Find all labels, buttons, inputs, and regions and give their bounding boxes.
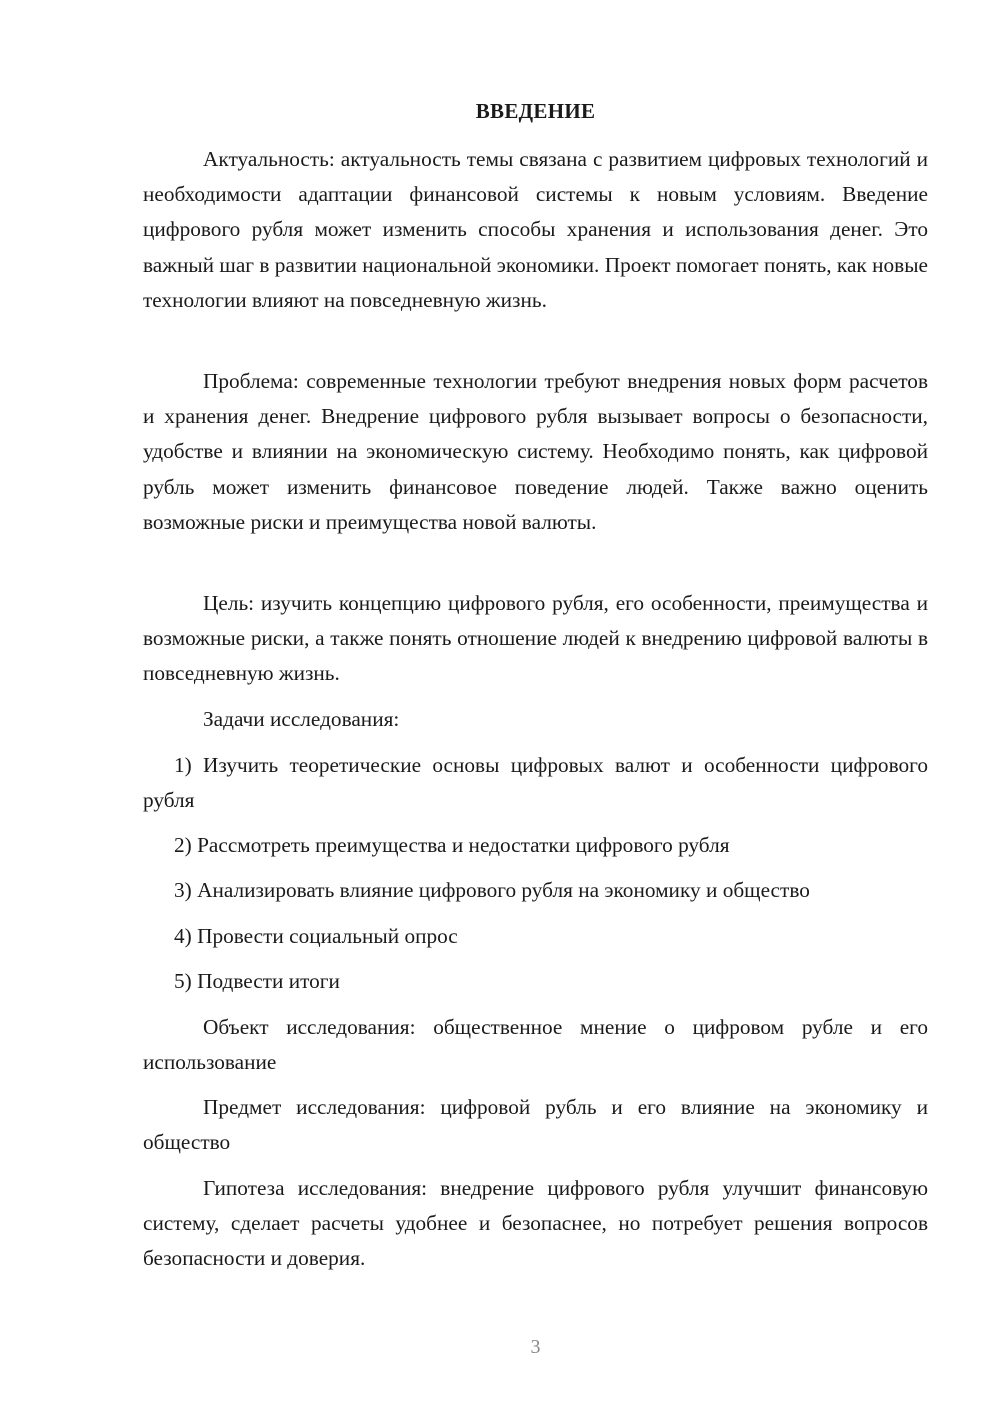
task-item-4: 4) Провести социальный опрос	[174, 924, 458, 948]
subject-paragraph: Предмет исследования: цифровой рубль и его влияние на экономику и общество	[143, 1095, 928, 1155]
goal-paragraph: Цель: изучить концепцию цифрового рубля, его особенности, преимущества и возможные риски, а также понять отношение людей к внедрению цифровой валюты в повседневную жизнь.	[143, 591, 928, 686]
object-paragraph: Объект исследования: общественное мнение о цифровом рубле и его использование	[143, 1015, 928, 1075]
page-number: 3	[530, 1336, 541, 1358]
section-title: ВВЕДЕНИЕ	[475, 99, 596, 123]
task-item-1: 1) Изучить теоретические основы цифровых валют и особенности цифрового рубля	[143, 753, 928, 813]
relevance-paragraph: Актуальность: актуальность темы связана с развитием цифровых технологий и необходимости адаптации финансовой системы к новым условиям. Введение цифрового рубля может изменить способы хранения и использования денег. Это важный шаг в развитии национальной экономики. Проект помогает понять, как новые технологии влияют на повседневную жизнь.	[143, 147, 928, 312]
task-item-5: 5) Подвести итоги	[174, 969, 340, 993]
hypothesis-paragraph: Гипотеза исследования: внедрение цифрового рубля улучшит финансовую систему, сделает расчеты удобнее и безопаснее, но потребует решения вопросов безопасности и доверия.	[143, 1176, 928, 1271]
task-item-3: 3) Анализировать влияние цифрового рубля на экономику и общество	[174, 878, 810, 902]
task-item-2: 2) Рассмотреть преимущества и недостатки цифрового рубля	[174, 833, 730, 857]
tasks-heading: Задачи исследования:	[203, 707, 400, 731]
problem-paragraph: Проблема: современные технологии требуют внедрения новых форм расчетов и хранения денег. Внедрение цифрового рубля вызывает вопросы о безопасности, удобстве и влиянии на экономическую систему. Необходимо понять, как цифровой рубль может изменить финансовое поведение людей. Также важно оценить возможные риски и преимущества новой валюты.	[143, 369, 928, 534]
